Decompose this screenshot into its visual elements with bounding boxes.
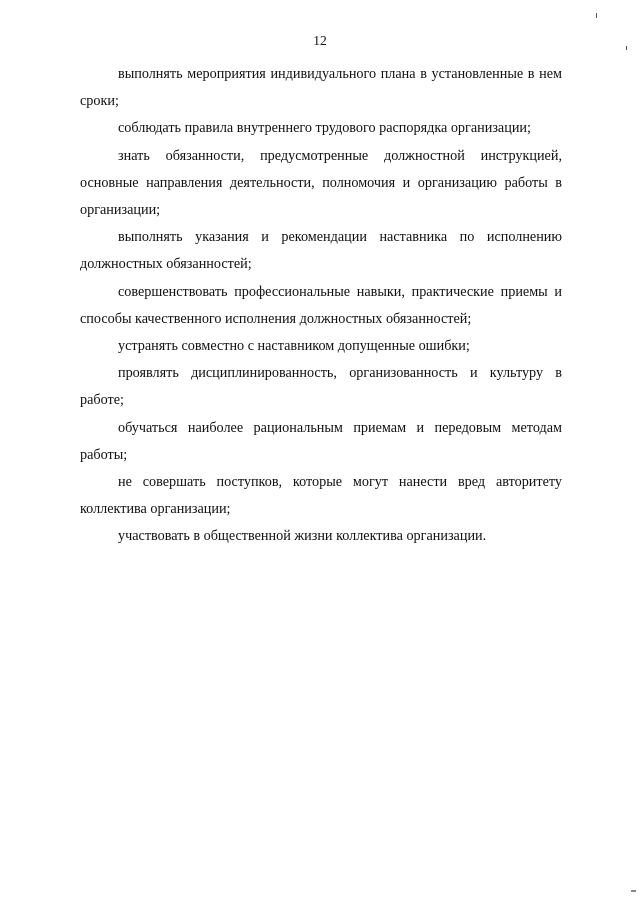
paragraph: знать обязанности, предусмотренные должностной инструкцией, основные направления деятельности, полномочия и организацию работы в организации; — [80, 147, 562, 219]
paragraph: выполнять мероприятия индивидуального плана в установленные в нем сроки; — [80, 66, 562, 110]
paragraph: соблюдать правила внутреннего трудового распорядка организации; — [118, 120, 531, 137]
paragraph: выполнять указания и рекомендации наставника по исполнению должностных обязанностей; — [80, 229, 562, 273]
paragraph: совершенствовать профессиональные навыки, практические приемы и способы качественного исполнения должностных обязанностей; — [80, 283, 562, 327]
paragraph: проявлять дисциплинированность, организованность и культуру в работе; — [80, 365, 562, 409]
paragraph: участвовать в общественной жизни коллектива организации. — [118, 528, 487, 545]
document-body — [80, 61, 562, 551]
paragraph: не совершать поступков, которые могут нанести вред авторитету коллектива организации; — [80, 474, 562, 518]
paragraph: обучаться наиболее рациональным приемам и передовым методам работы; — [80, 419, 562, 463]
scan-speck — [631, 890, 636, 892]
paragraph: устранять совместно с наставником допущенные ошибки; — [118, 338, 470, 355]
page-number: 12 — [313, 33, 327, 48]
scan-speck — [596, 13, 597, 18]
